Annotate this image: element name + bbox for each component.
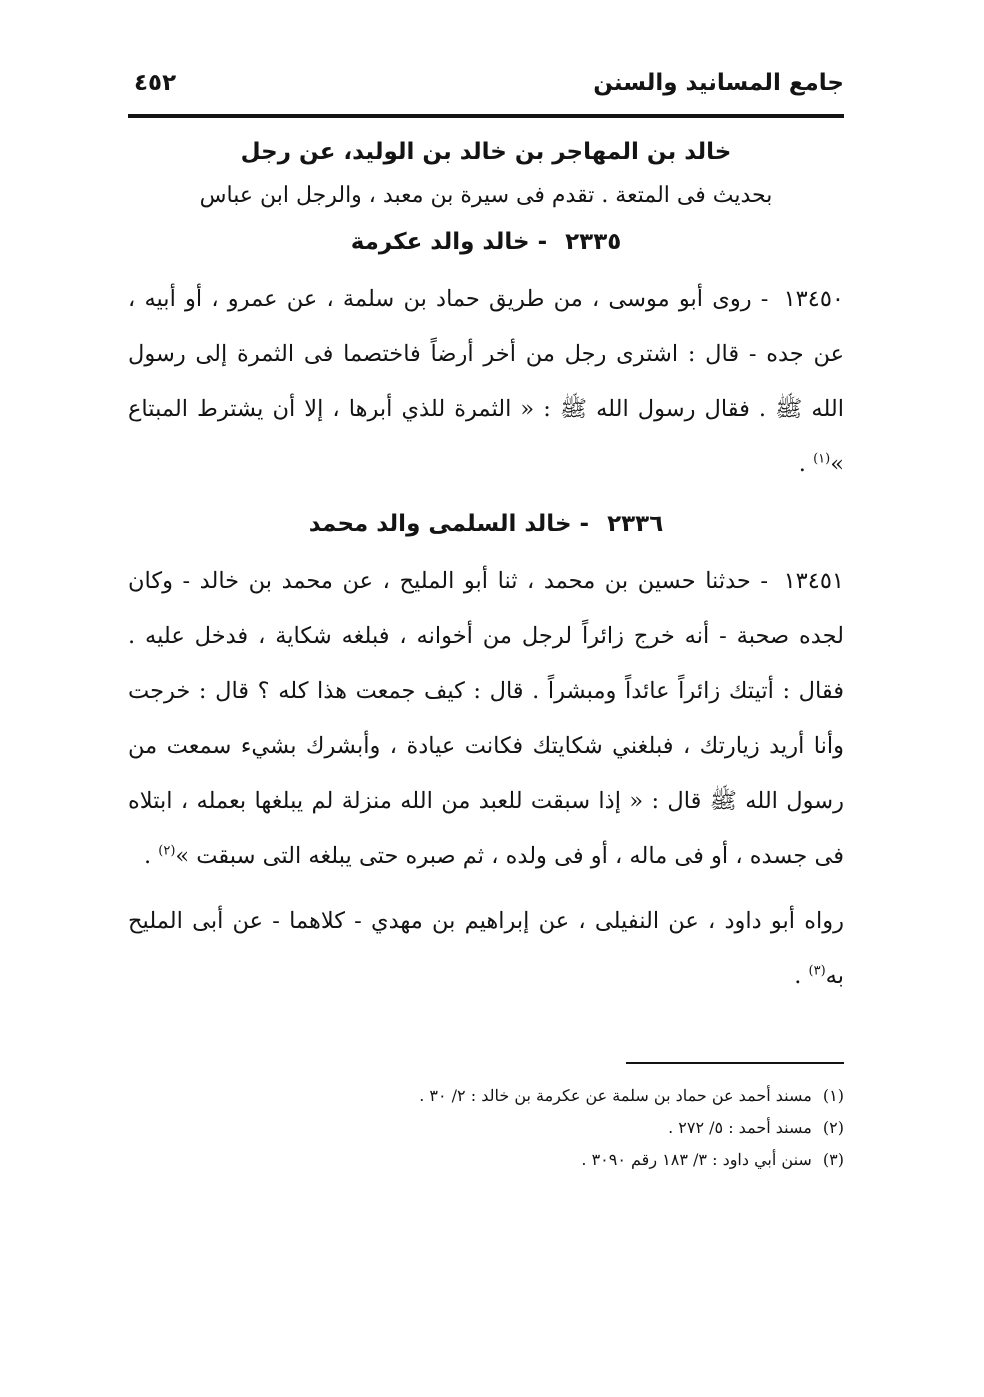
footnote-item: [128, 1080, 844, 1112]
header-rule: [128, 114, 844, 118]
hadith-13451: [128, 554, 844, 884]
footnote-number: (٢): [822, 1118, 844, 1137]
footnote-ref: (٢): [158, 843, 176, 859]
footnote-ref: (١): [813, 451, 831, 467]
footnote-number: (٣): [822, 1150, 844, 1169]
narration-paragraph: [128, 894, 844, 1004]
book-page: [128, 70, 844, 1176]
section-title: خالد والد عكرمة: [350, 229, 530, 255]
hadith-dash: -: [760, 286, 769, 312]
section-number: ٢٣٣٦: [607, 511, 664, 537]
section-heading-khalid-ibn-al-muhajir: خالد بن المهاجر بن خالد بن الوليد، عن رجل: [240, 139, 732, 165]
hadith-number: ١٣٤٥١: [783, 568, 844, 594]
footnote-text: مسند أحمد عن حماد بن سلمة عن عكرمة بن خالد : ٢/ ٣٠ .: [419, 1086, 812, 1105]
section-number: ٢٣٣٥: [565, 229, 622, 255]
narration-text: رواه أبو داود ، عن النفيلى ، عن إبراهيم بن مهدي - كلاهما - عن أبى المليح به: [128, 908, 844, 989]
section-dash: -: [537, 229, 548, 255]
footnote-ref: (٣): [808, 963, 826, 979]
footnote-text: مسند أحمد : ٥/ ٢٧٢ .: [668, 1118, 812, 1137]
hadith-end: .: [143, 843, 159, 869]
footnote-number: (١): [822, 1086, 844, 1105]
hadith-text: حدثنا حسين بن محمد ، ثنا أبو المليح ، عن محمد بن خالد - وكان لجده صحبة - أنه خرج زائراً لرجل من أخوانه ، فبلغه شكاية ، فدخل عليه . فقال : أتيتك زائراً عائداً ومبشراً . قال : كيف جمعت هذا كله ؟ قال : خرجت وأنا أريد زيارتك ، فبلغني شكايتك فكانت عيادة ، وأبشرك بشيء سمعت من رسول الله ﷺ قال : « إذا سبقت للعبد من الله منزلة لم يبلغها بعمله ، ابتلاه فى جسده ، أو فى ماله ، أو فى ولده ، ثم صبره حتى يبلغه التى سبقت »: [128, 568, 844, 869]
hadith-text: روى أبو موسى ، من طريق حماد بن سلمة ، عن عمرو ، أو أبيه ، عن جده - قال : اشترى رجل من أخر أرضاً فاختصما فى الثمرة إلى رسول الله ﷺ . فقال رسول الله ﷺ : « الثمرة للذي أبرها ، إلا أن يشترط المبتاع »: [128, 286, 844, 477]
running-header: [128, 70, 844, 110]
book-title: جامع المسانيد والسنن: [593, 70, 844, 96]
hadith-dash: -: [760, 568, 768, 594]
hadith-end: .: [798, 451, 814, 477]
footnote-separator: [626, 1062, 844, 1064]
page-content: [128, 132, 844, 1176]
footnote-text: سنن أبي داود : ٣/ ١٨٣ رقم ٣٠٩٠ .: [581, 1150, 812, 1169]
section-note: بحديث فى المتعة . تقدم فى سيرة بن معبد ، والرجل ابن عباس: [199, 183, 773, 208]
section-heading-2335: [128, 222, 844, 262]
hadith-number: ١٣٤٥٠: [783, 286, 845, 312]
footnote-item: [128, 1144, 844, 1176]
section-heading-2336: [128, 504, 844, 544]
narration-end: .: [794, 963, 809, 989]
footnotes: [128, 1080, 844, 1176]
hadith-13450: [128, 272, 844, 492]
page-number: ٤٥٢: [134, 70, 177, 96]
section-dash: -: [579, 511, 590, 537]
footnote-item: [128, 1112, 844, 1144]
section-title: خالد السلمى والد محمد: [308, 511, 572, 537]
